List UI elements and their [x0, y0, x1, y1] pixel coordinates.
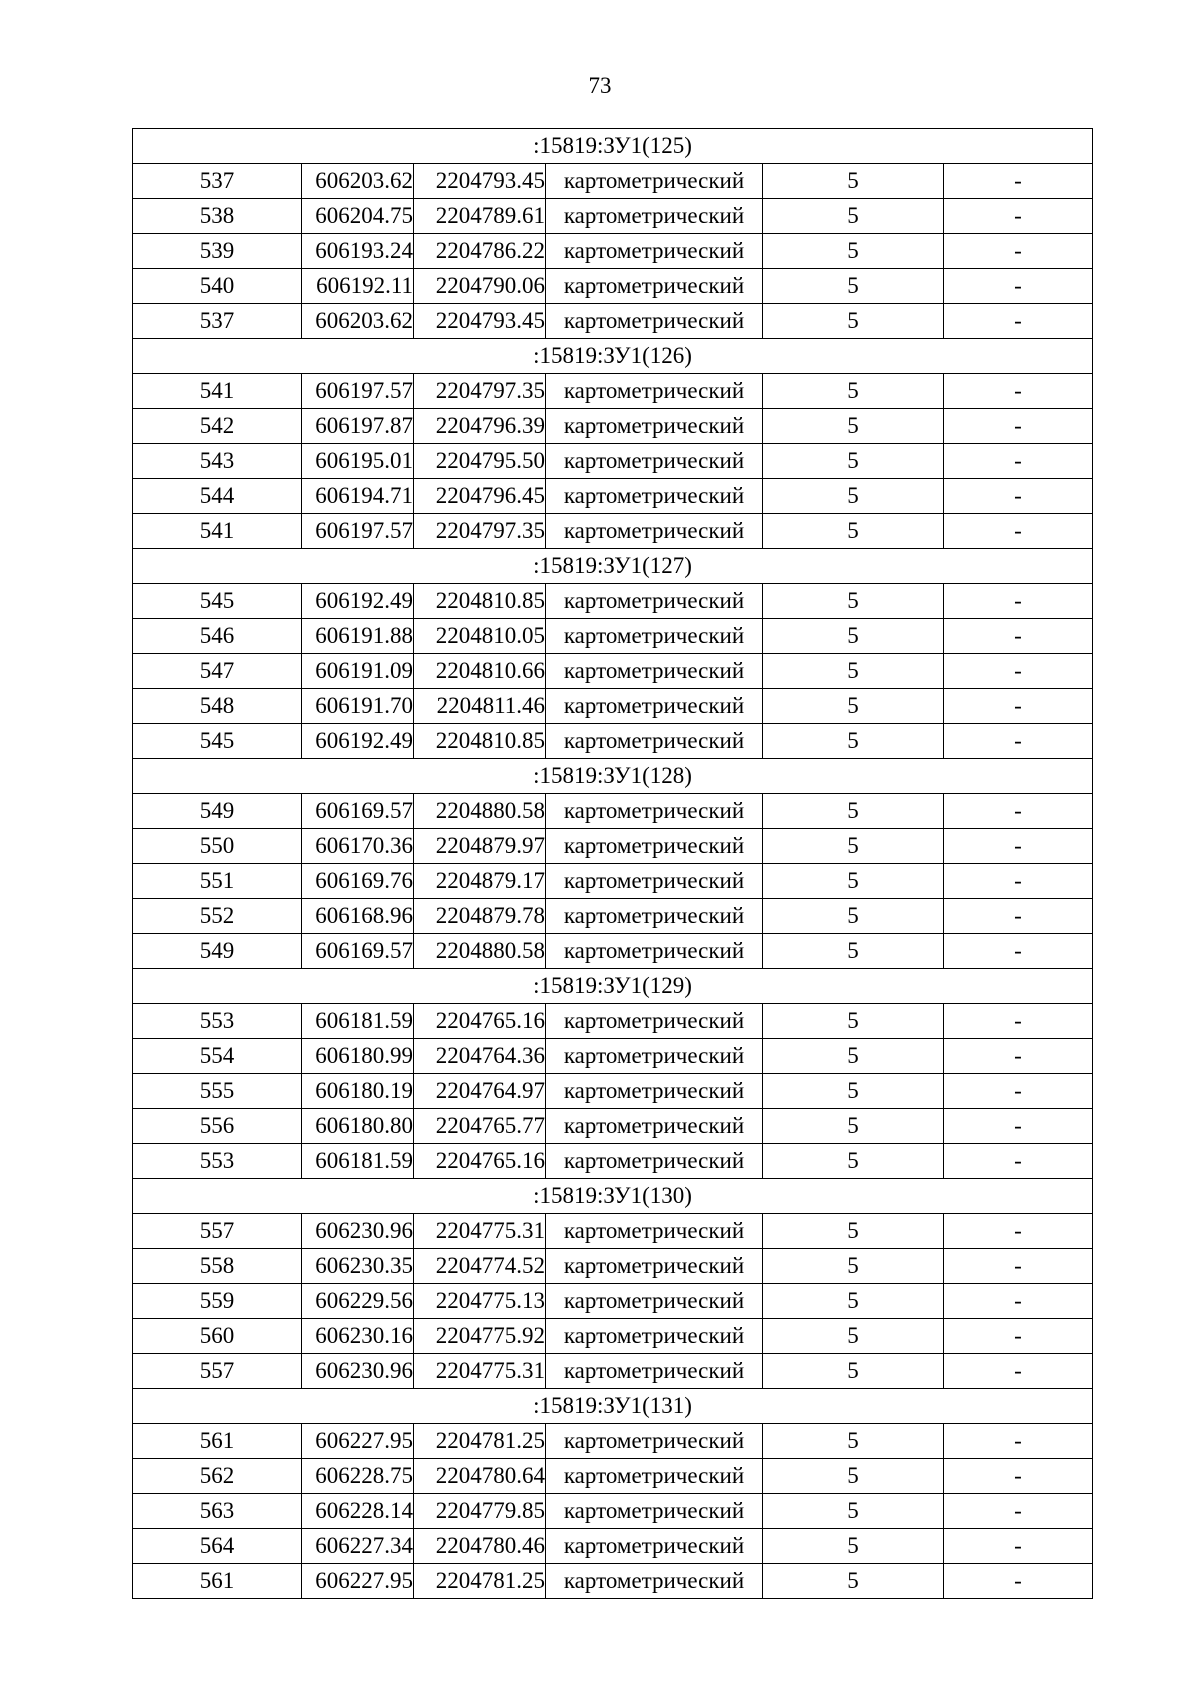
x-coordinate-cell: 606169.76	[302, 864, 414, 899]
table-row	[133, 234, 1093, 269]
description-cell: -	[944, 1424, 1093, 1459]
point-number-cell: 563	[133, 1494, 302, 1529]
x-coordinate-cell: 606230.96	[302, 1354, 414, 1389]
description-cell: -	[944, 1214, 1093, 1249]
y-coordinate-cell: 2204880.58	[414, 794, 546, 829]
group-title: :15819:ЗУ1(129)	[133, 969, 1093, 1004]
method-cell: картометрический	[546, 724, 763, 759]
x-coordinate-cell: 606227.95	[302, 1564, 414, 1599]
accuracy-cell: 5	[763, 1214, 944, 1249]
description-cell: -	[944, 269, 1093, 304]
point-number-cell: 553	[133, 1144, 302, 1179]
x-coordinate-cell: 606197.57	[302, 514, 414, 549]
method-cell: картометрический	[546, 794, 763, 829]
x-coordinate-cell: 606197.87	[302, 409, 414, 444]
description-cell: -	[944, 409, 1093, 444]
accuracy-cell: 5	[763, 829, 944, 864]
description-cell: -	[944, 1354, 1093, 1389]
x-coordinate-cell: 606230.35	[302, 1249, 414, 1284]
description-cell: -	[944, 444, 1093, 479]
description-cell: -	[944, 1494, 1093, 1529]
description-cell: -	[944, 724, 1093, 759]
y-coordinate-cell: 2204796.45	[414, 479, 546, 514]
x-coordinate-cell: 606192.11	[302, 269, 414, 304]
description-cell: -	[944, 654, 1093, 689]
y-coordinate-cell: 2204781.25	[414, 1424, 546, 1459]
table-row	[133, 1039, 1093, 1074]
method-cell: картометрический	[546, 934, 763, 969]
accuracy-cell: 5	[763, 899, 944, 934]
method-cell: картометрический	[546, 1214, 763, 1249]
point-number-cell: 561	[133, 1564, 302, 1599]
y-coordinate-cell: 2204764.97	[414, 1074, 546, 1109]
x-coordinate-cell: 606193.24	[302, 234, 414, 269]
group-header-row	[133, 759, 1093, 794]
description-cell: -	[944, 199, 1093, 234]
x-coordinate-cell: 606195.01	[302, 444, 414, 479]
group-title: :15819:ЗУ1(128)	[133, 759, 1093, 794]
accuracy-cell: 5	[763, 1004, 944, 1039]
x-coordinate-cell: 606169.57	[302, 934, 414, 969]
method-cell: картометрический	[546, 1494, 763, 1529]
y-coordinate-cell: 2204786.22	[414, 234, 546, 269]
point-number-cell: 547	[133, 654, 302, 689]
table-row	[133, 934, 1093, 969]
table-row	[133, 409, 1093, 444]
x-coordinate-cell: 606227.34	[302, 1529, 414, 1564]
method-cell: картометрический	[546, 864, 763, 899]
description-cell: -	[944, 1529, 1093, 1564]
description-cell: -	[944, 234, 1093, 269]
accuracy-cell: 5	[763, 1249, 944, 1284]
y-coordinate-cell: 2204775.13	[414, 1284, 546, 1319]
description-cell: -	[944, 934, 1093, 969]
accuracy-cell: 5	[763, 1354, 944, 1389]
table-row	[133, 794, 1093, 829]
point-number-cell: 558	[133, 1249, 302, 1284]
accuracy-cell: 5	[763, 584, 944, 619]
point-number-cell: 555	[133, 1074, 302, 1109]
y-coordinate-cell: 2204765.16	[414, 1004, 546, 1039]
x-coordinate-cell: 606191.88	[302, 619, 414, 654]
description-cell: -	[944, 899, 1093, 934]
point-number-cell: 543	[133, 444, 302, 479]
y-coordinate-cell: 2204879.97	[414, 829, 546, 864]
x-coordinate-cell: 606197.57	[302, 374, 414, 409]
method-cell: картометрический	[546, 409, 763, 444]
point-number-cell: 557	[133, 1214, 302, 1249]
point-number-cell: 552	[133, 899, 302, 934]
accuracy-cell: 5	[763, 1459, 944, 1494]
table-row	[133, 654, 1093, 689]
y-coordinate-cell: 2204879.17	[414, 864, 546, 899]
accuracy-cell: 5	[763, 654, 944, 689]
y-coordinate-cell: 2204797.35	[414, 374, 546, 409]
y-coordinate-cell: 2204793.45	[414, 304, 546, 339]
table-row	[133, 514, 1093, 549]
description-cell: -	[944, 864, 1093, 899]
table-row	[133, 479, 1093, 514]
point-number-cell: 538	[133, 199, 302, 234]
point-number-cell: 564	[133, 1529, 302, 1564]
method-cell: картометрический	[546, 1319, 763, 1354]
page-number: 73	[588, 73, 612, 98]
method-cell: картометрический	[546, 899, 763, 934]
accuracy-cell: 5	[763, 1319, 944, 1354]
x-coordinate-cell: 606230.16	[302, 1319, 414, 1354]
method-cell: картометрический	[546, 1039, 763, 1074]
x-coordinate-cell: 606227.95	[302, 1424, 414, 1459]
y-coordinate-cell: 2204781.25	[414, 1564, 546, 1599]
table-row	[133, 584, 1093, 619]
table-row	[133, 1074, 1093, 1109]
point-number-cell: 554	[133, 1039, 302, 1074]
table-row	[133, 1319, 1093, 1354]
table-row	[133, 689, 1093, 724]
x-coordinate-cell: 606180.19	[302, 1074, 414, 1109]
point-number-cell: 551	[133, 864, 302, 899]
method-cell: картометрический	[546, 1354, 763, 1389]
coordinates-table-body	[133, 129, 1093, 1599]
accuracy-cell: 5	[763, 164, 944, 199]
table-row	[133, 864, 1093, 899]
table-row	[133, 304, 1093, 339]
method-cell: картометрический	[546, 1249, 763, 1284]
group-header-row	[133, 339, 1093, 374]
table-row	[133, 619, 1093, 654]
x-coordinate-cell: 606181.59	[302, 1004, 414, 1039]
method-cell: картометрический	[546, 514, 763, 549]
y-coordinate-cell: 2204796.39	[414, 409, 546, 444]
method-cell: картометрический	[546, 829, 763, 864]
table-row	[133, 1354, 1093, 1389]
y-coordinate-cell: 2204793.45	[414, 164, 546, 199]
group-header-row	[133, 1389, 1093, 1424]
point-number-cell: 560	[133, 1319, 302, 1354]
point-number-cell: 544	[133, 479, 302, 514]
method-cell: картометрический	[546, 619, 763, 654]
accuracy-cell: 5	[763, 1529, 944, 1564]
accuracy-cell: 5	[763, 444, 944, 479]
point-number-cell: 561	[133, 1424, 302, 1459]
table-row	[133, 1424, 1093, 1459]
group-header-row	[133, 549, 1093, 584]
accuracy-cell: 5	[763, 1564, 944, 1599]
method-cell: картометрический	[546, 689, 763, 724]
y-coordinate-cell: 2204810.85	[414, 724, 546, 759]
point-number-cell: 539	[133, 234, 302, 269]
group-title: :15819:ЗУ1(130)	[133, 1179, 1093, 1214]
description-cell: -	[944, 1319, 1093, 1354]
table-row	[133, 199, 1093, 234]
method-cell: картометрический	[546, 1564, 763, 1599]
y-coordinate-cell: 2204775.92	[414, 1319, 546, 1354]
x-coordinate-cell: 606180.99	[302, 1039, 414, 1074]
method-cell: картометрический	[546, 234, 763, 269]
table-row	[133, 1284, 1093, 1319]
method-cell: картометрический	[546, 1284, 763, 1319]
y-coordinate-cell: 2204775.31	[414, 1214, 546, 1249]
x-coordinate-cell: 606229.56	[302, 1284, 414, 1319]
description-cell: -	[944, 164, 1093, 199]
method-cell: картометрический	[546, 1109, 763, 1144]
point-number-cell: 549	[133, 794, 302, 829]
y-coordinate-cell: 2204775.31	[414, 1354, 546, 1389]
x-coordinate-cell: 606191.70	[302, 689, 414, 724]
y-coordinate-cell: 2204811.46	[414, 689, 546, 724]
description-cell: -	[944, 514, 1093, 549]
point-number-cell: 545	[133, 724, 302, 759]
accuracy-cell: 5	[763, 269, 944, 304]
group-title: :15819:ЗУ1(127)	[133, 549, 1093, 584]
method-cell: картометрический	[546, 1529, 763, 1564]
point-number-cell: 559	[133, 1284, 302, 1319]
y-coordinate-cell: 2204879.78	[414, 899, 546, 934]
y-coordinate-cell: 2204797.35	[414, 514, 546, 549]
group-title: :15819:ЗУ1(126)	[133, 339, 1093, 374]
table-row	[133, 1494, 1093, 1529]
method-cell: картометрический	[546, 1004, 763, 1039]
point-number-cell: 557	[133, 1354, 302, 1389]
table-row	[133, 724, 1093, 759]
y-coordinate-cell: 2204765.16	[414, 1144, 546, 1179]
description-cell: -	[944, 374, 1093, 409]
method-cell: картометрический	[546, 1074, 763, 1109]
description-cell: -	[944, 1459, 1093, 1494]
method-cell: картометрический	[546, 479, 763, 514]
method-cell: картометрический	[546, 374, 763, 409]
method-cell: картометрический	[546, 269, 763, 304]
y-coordinate-cell: 2204810.05	[414, 619, 546, 654]
table-row	[133, 1109, 1093, 1144]
method-cell: картометрический	[546, 304, 763, 339]
accuracy-cell: 5	[763, 304, 944, 339]
accuracy-cell: 5	[763, 1039, 944, 1074]
table-row	[133, 1459, 1093, 1494]
accuracy-cell: 5	[763, 864, 944, 899]
description-cell: -	[944, 1039, 1093, 1074]
table-row	[133, 1214, 1093, 1249]
point-number-cell: 545	[133, 584, 302, 619]
description-cell: -	[944, 1004, 1093, 1039]
table-row	[133, 164, 1093, 199]
method-cell: картометрический	[546, 1424, 763, 1459]
accuracy-cell: 5	[763, 479, 944, 514]
group-title: :15819:ЗУ1(125)	[133, 129, 1093, 164]
y-coordinate-cell: 2204810.66	[414, 654, 546, 689]
point-number-cell: 541	[133, 514, 302, 549]
description-cell: -	[944, 689, 1093, 724]
x-coordinate-cell: 606180.80	[302, 1109, 414, 1144]
description-cell: -	[944, 1564, 1093, 1599]
method-cell: картометрический	[546, 199, 763, 234]
x-coordinate-cell: 606191.09	[302, 654, 414, 689]
point-number-cell: 537	[133, 304, 302, 339]
method-cell: картометрический	[546, 164, 763, 199]
description-cell: -	[944, 1144, 1093, 1179]
table-row	[133, 829, 1093, 864]
description-cell: -	[944, 794, 1093, 829]
table-row	[133, 1529, 1093, 1564]
accuracy-cell: 5	[763, 689, 944, 724]
x-coordinate-cell: 606203.62	[302, 164, 414, 199]
point-number-cell: 541	[133, 374, 302, 409]
x-coordinate-cell: 606181.59	[302, 1144, 414, 1179]
group-header-row	[133, 129, 1093, 164]
coordinates-table	[132, 128, 1093, 1599]
description-cell: -	[944, 829, 1093, 864]
x-coordinate-cell: 606192.49	[302, 724, 414, 759]
y-coordinate-cell: 2204795.50	[414, 444, 546, 479]
y-coordinate-cell: 2204810.85	[414, 584, 546, 619]
table-row	[133, 374, 1093, 409]
point-number-cell: 542	[133, 409, 302, 444]
y-coordinate-cell: 2204880.58	[414, 934, 546, 969]
accuracy-cell: 5	[763, 794, 944, 829]
group-header-row	[133, 969, 1093, 1004]
point-number-cell: 556	[133, 1109, 302, 1144]
point-number-cell: 562	[133, 1459, 302, 1494]
method-cell: картометрический	[546, 1144, 763, 1179]
accuracy-cell: 5	[763, 234, 944, 269]
point-number-cell: 540	[133, 269, 302, 304]
method-cell: картометрический	[546, 1459, 763, 1494]
method-cell: картометрический	[546, 444, 763, 479]
table-row	[133, 1564, 1093, 1599]
x-coordinate-cell: 606204.75	[302, 199, 414, 234]
method-cell: картометрический	[546, 654, 763, 689]
x-coordinate-cell: 606170.36	[302, 829, 414, 864]
point-number-cell: 550	[133, 829, 302, 864]
y-coordinate-cell: 2204790.06	[414, 269, 546, 304]
description-cell: -	[944, 1109, 1093, 1144]
accuracy-cell: 5	[763, 1494, 944, 1529]
accuracy-cell: 5	[763, 1109, 944, 1144]
accuracy-cell: 5	[763, 1144, 944, 1179]
point-number-cell: 537	[133, 164, 302, 199]
accuracy-cell: 5	[763, 374, 944, 409]
table-row	[133, 444, 1093, 479]
x-coordinate-cell: 606203.62	[302, 304, 414, 339]
y-coordinate-cell: 2204765.77	[414, 1109, 546, 1144]
x-coordinate-cell: 606228.14	[302, 1494, 414, 1529]
group-header-row	[133, 1179, 1093, 1214]
description-cell: -	[944, 1284, 1093, 1319]
point-number-cell: 549	[133, 934, 302, 969]
point-number-cell: 546	[133, 619, 302, 654]
description-cell: -	[944, 1249, 1093, 1284]
x-coordinate-cell: 606194.71	[302, 479, 414, 514]
table-row	[133, 899, 1093, 934]
accuracy-cell: 5	[763, 1284, 944, 1319]
y-coordinate-cell: 2204789.61	[414, 199, 546, 234]
y-coordinate-cell: 2204779.85	[414, 1494, 546, 1529]
group-title: :15819:ЗУ1(131)	[133, 1389, 1093, 1424]
description-cell: -	[944, 304, 1093, 339]
accuracy-cell: 5	[763, 199, 944, 234]
description-cell: -	[944, 479, 1093, 514]
y-coordinate-cell: 2204780.46	[414, 1529, 546, 1564]
y-coordinate-cell: 2204780.64	[414, 1459, 546, 1494]
y-coordinate-cell: 2204764.36	[414, 1039, 546, 1074]
accuracy-cell: 5	[763, 514, 944, 549]
x-coordinate-cell: 606230.96	[302, 1214, 414, 1249]
accuracy-cell: 5	[763, 934, 944, 969]
y-coordinate-cell: 2204774.52	[414, 1249, 546, 1284]
description-cell: -	[944, 584, 1093, 619]
accuracy-cell: 5	[763, 724, 944, 759]
x-coordinate-cell: 606169.57	[302, 794, 414, 829]
x-coordinate-cell: 606192.49	[302, 584, 414, 619]
description-cell: -	[944, 619, 1093, 654]
accuracy-cell: 5	[763, 619, 944, 654]
accuracy-cell: 5	[763, 1074, 944, 1109]
x-coordinate-cell: 606168.96	[302, 899, 414, 934]
table-row	[133, 1249, 1093, 1284]
table-row	[133, 1144, 1093, 1179]
x-coordinate-cell: 606228.75	[302, 1459, 414, 1494]
point-number-cell: 548	[133, 689, 302, 724]
table-row	[133, 1004, 1093, 1039]
method-cell: картометрический	[546, 584, 763, 619]
table-row	[133, 269, 1093, 304]
description-cell: -	[944, 1074, 1093, 1109]
point-number-cell: 553	[133, 1004, 302, 1039]
accuracy-cell: 5	[763, 409, 944, 444]
accuracy-cell: 5	[763, 1424, 944, 1459]
